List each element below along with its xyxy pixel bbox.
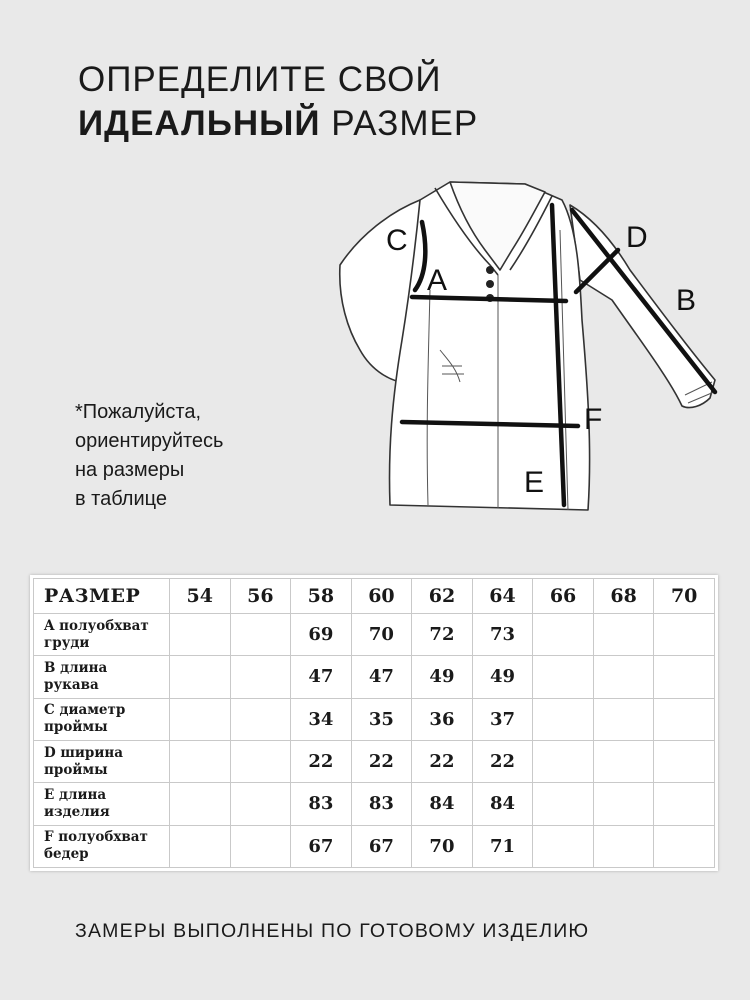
note-line-2: ориентируйтесь [75,430,224,452]
table-cell [230,698,291,740]
table-cell: 34 [291,698,352,740]
table-cell [230,614,291,656]
table-row [34,740,715,782]
table-cell [230,740,291,782]
table-cell: 22 [472,740,533,782]
table-cell [654,656,715,698]
button-2 [486,280,494,288]
label-a: A [427,264,448,297]
header-size: 68 [593,579,654,614]
row-label [34,698,170,740]
title-line-2 [78,102,478,146]
button-1 [486,266,494,274]
table-cell [533,740,594,782]
table-cell: 49 [472,656,533,698]
table-cell: 47 [291,656,352,698]
row-label-line: бедер [44,846,89,863]
header-size: 70 [654,579,715,614]
title-rest: РАЗМЕР [320,104,479,143]
table-row [34,825,715,867]
table-cell [170,614,231,656]
table-cell [533,614,594,656]
header-size: 62 [412,579,473,614]
table-cell: 83 [351,783,412,825]
table-cell: 70 [412,825,473,867]
header-size-label: РАЗМЕР [34,579,170,614]
table-cell: 73 [472,614,533,656]
table-cell: 47 [351,656,412,698]
note-line-1: *Пожалуйста, [75,401,202,423]
row-label [34,614,170,656]
table-row [34,614,715,656]
table-cell [593,740,654,782]
table-cell [593,698,654,740]
size-table [33,578,715,868]
table-cell: 70 [351,614,412,656]
table-cell: 22 [291,740,352,782]
size-note [75,398,223,514]
row-label-line: груди [44,634,90,651]
table-cell [593,783,654,825]
header-size: 66 [533,579,594,614]
row-label [34,783,170,825]
table-cell [654,825,715,867]
row-label-line: D ширина [44,744,124,761]
table-cell: 22 [412,740,473,782]
title-line-1: ОПРЕДЕЛИТЕ СВОЙ [78,60,442,99]
header-size: 60 [351,579,412,614]
table-cell [533,825,594,867]
table-cell [593,656,654,698]
table-cell [170,783,231,825]
table-cell: 84 [472,783,533,825]
label-f: F [584,403,603,436]
table-cell [533,698,594,740]
title-bold-word: ИДЕАЛЬНЫЙ [78,104,321,143]
row-label [34,656,170,698]
table-cell: 72 [412,614,473,656]
table-cell: 69 [291,614,352,656]
row-label-line: рукава [44,676,99,693]
table-cell: 83 [291,783,352,825]
table-row [34,656,715,698]
row-label-line: F полуобхват [44,829,148,846]
row-label-line: B длина [44,659,108,676]
table-cell [170,740,231,782]
table-cell: 67 [351,825,412,867]
row-label-line: C диаметр [44,702,126,719]
header-size: 56 [230,579,291,614]
header-size: 58 [291,579,352,614]
footer-note: ЗАМЕРЫ ВЫПОЛНЕНЫ ПО ГОТОВОМУ ИЗДЕЛИЮ [75,920,590,942]
table-cell: 71 [472,825,533,867]
table-cell [230,656,291,698]
label-b: B [676,284,697,317]
table-cell [654,614,715,656]
table-cell: 35 [351,698,412,740]
label-c: C [386,224,408,257]
garment-measurement-diagram [330,170,730,530]
table-cell: 84 [412,783,473,825]
table-cell [533,656,594,698]
row-label-line: проймы [44,761,108,778]
table-row [34,783,715,825]
header-size: 54 [170,579,231,614]
row-label-line: E длина [44,786,107,803]
table-cell: 37 [472,698,533,740]
row-label [34,740,170,782]
table-cell [654,698,715,740]
row-label-line: A полуобхват [44,617,149,634]
table-cell: 49 [412,656,473,698]
row-label-line: проймы [44,719,108,736]
table-cell [170,656,231,698]
note-line-4: в таблице [75,488,167,510]
table-cell [533,783,594,825]
table-cell [170,698,231,740]
table-cell [593,614,654,656]
table-cell [654,740,715,782]
table-cell [654,783,715,825]
table-cell: 22 [351,740,412,782]
label-e: E [524,466,545,499]
table-cell [230,825,291,867]
page-title [78,58,478,146]
table-cell: 36 [412,698,473,740]
header-size: 64 [472,579,533,614]
garment-buttons [486,266,494,302]
row-label [34,825,170,867]
table-cell: 67 [291,825,352,867]
table-row [34,698,715,740]
note-line-3: на размеры [75,459,185,481]
label-d: D [626,221,648,254]
table-cell [170,825,231,867]
size-table-header [34,579,715,614]
table-cell [230,783,291,825]
row-label-line: изделия [44,803,110,820]
size-table-container [30,575,718,871]
table-cell [593,825,654,867]
